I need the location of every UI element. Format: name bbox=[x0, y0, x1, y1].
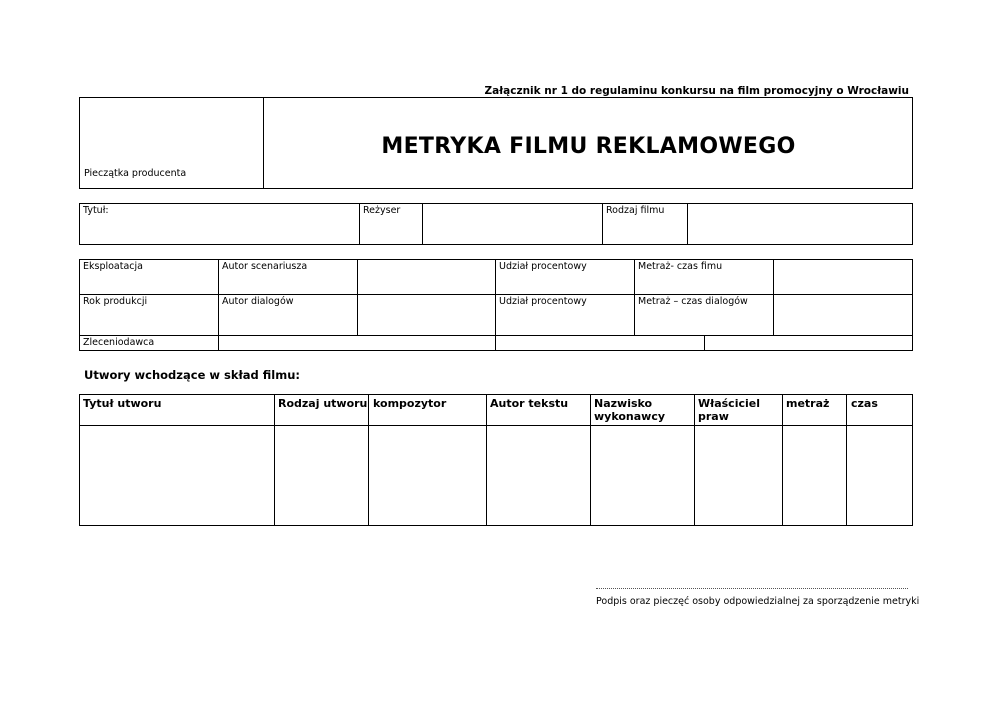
divider bbox=[79, 294, 913, 295]
col-header-rights-owner: Właściciel praw bbox=[698, 397, 760, 423]
divider bbox=[368, 394, 369, 526]
document-title: METRYKA FILMU REKLAMOWEGO bbox=[381, 134, 796, 159]
divider bbox=[218, 259, 219, 351]
col-header-type: Rodzaj utworu bbox=[278, 397, 368, 410]
divider bbox=[694, 394, 695, 526]
col-header-title: Tytuł utworu bbox=[83, 397, 162, 410]
col-header-lyricist: Autor tekstu bbox=[490, 397, 569, 410]
dialog-length-label: Metraż – czas dialogów bbox=[638, 296, 748, 307]
divider bbox=[422, 203, 423, 245]
film-genre-label: Rodzaj filmu bbox=[606, 205, 665, 216]
signature-caption: Podpis oraz pieczęć osoby odpowiedzialnej za sporządzenie metryki bbox=[596, 596, 920, 607]
works-table bbox=[79, 394, 913, 526]
divider bbox=[634, 259, 635, 335]
film-info-box bbox=[79, 203, 913, 245]
col-header-time: czas bbox=[851, 397, 878, 410]
col-header-composer: kompozytor bbox=[373, 397, 447, 410]
header-divider bbox=[263, 97, 264, 189]
divider bbox=[687, 203, 688, 245]
divider bbox=[773, 259, 774, 335]
divider bbox=[704, 335, 705, 351]
divider bbox=[495, 259, 496, 351]
col-header-length: metraż bbox=[786, 397, 830, 410]
film-length-label: Metraż- czas fimu bbox=[638, 261, 723, 272]
works-heading: Utwory wchodzące w skład filmu: bbox=[84, 368, 300, 382]
share-label-1: Udział procentowy bbox=[499, 261, 587, 272]
production-year-label: Rok produkcji bbox=[83, 296, 148, 307]
stamp-label: Pieczątka producenta bbox=[84, 168, 187, 179]
divider bbox=[357, 259, 358, 335]
director-label: Reżyser bbox=[363, 205, 401, 216]
divider bbox=[486, 394, 487, 526]
divider bbox=[602, 203, 603, 245]
film-title-label: Tytuł: bbox=[83, 205, 109, 216]
dialog-author-label: Autor dialogów bbox=[222, 296, 294, 307]
signature-line bbox=[596, 588, 908, 589]
divider bbox=[846, 394, 847, 526]
col-header-performer: Nazwisko wykonawcy bbox=[594, 397, 666, 423]
client-label: Zleceniodawca bbox=[83, 337, 155, 348]
divider bbox=[590, 394, 591, 526]
details-box bbox=[79, 259, 913, 351]
exploitation-label: Eksploatacja bbox=[83, 261, 143, 272]
annex-note: Załącznik nr 1 do regulaminu konkursu na film promocyjny o Wrocławiu bbox=[484, 85, 909, 97]
divider bbox=[274, 394, 275, 526]
divider bbox=[79, 335, 913, 336]
divider bbox=[79, 425, 913, 426]
divider bbox=[359, 203, 360, 245]
share-label-2: Udział procentowy bbox=[499, 296, 587, 307]
script-author-label: Autor scenariusza bbox=[222, 261, 308, 272]
divider bbox=[782, 394, 783, 526]
